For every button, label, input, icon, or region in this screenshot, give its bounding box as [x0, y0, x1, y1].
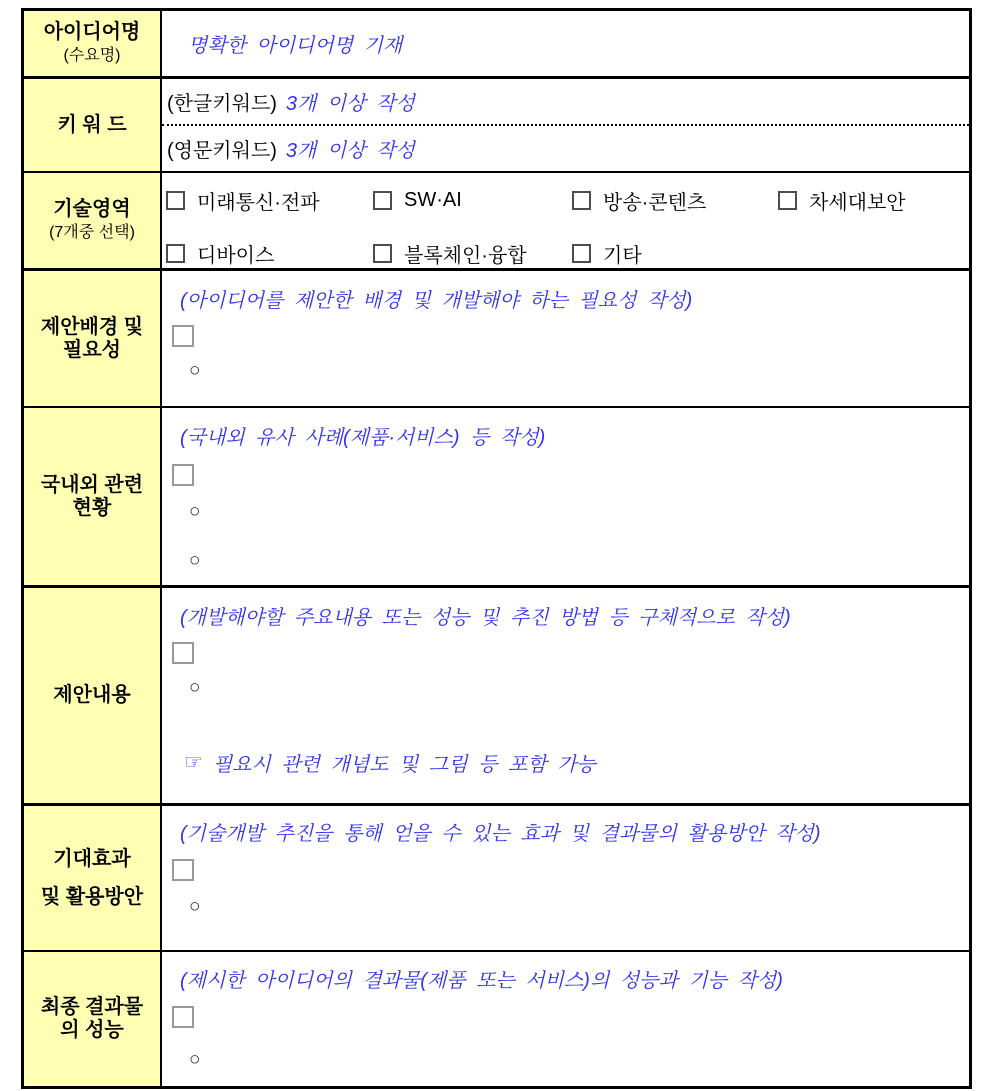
circle-bullet: ○	[189, 677, 201, 698]
effect-field[interactable]	[162, 806, 969, 950]
content-label-cell	[24, 588, 162, 803]
korean-keywords-field[interactable]	[162, 79, 969, 126]
proposal-form-table	[21, 8, 972, 1089]
english-keywords-hint: 3개 이상 작성	[285, 140, 415, 162]
effect-label-line1: 기대효과	[53, 847, 131, 870]
checkbox-icon[interactable]	[172, 642, 194, 664]
result-label-cell	[24, 952, 162, 1086]
english-keywords-prefix: (영문키워드)	[167, 140, 277, 162]
tech-area-label: 기술영역	[53, 198, 131, 221]
result-hint: (제시한 아이디어의 결과물(제품 또는 서비스)의 성능과 기능 작성)	[180, 970, 783, 992]
korean-keywords-hint: 3개 이상 작성	[285, 93, 415, 115]
row-idea-name	[24, 11, 969, 79]
tech-option-label: 디바이스	[197, 245, 275, 267]
checkbox-icon[interactable]	[373, 191, 392, 210]
idea-name-hint: 명확한 아이디어명 기재	[188, 35, 403, 57]
checkbox-icon[interactable]	[172, 325, 194, 347]
result-label-line2: 의 성능	[60, 1019, 124, 1041]
idea-name-label: 아이디어명	[43, 21, 141, 44]
checkbox-icon[interactable]	[166, 244, 185, 263]
tech-option-label: 차세대보안	[809, 192, 906, 214]
status-label-line1: 국내외 관련	[40, 473, 144, 496]
checkbox-icon[interactable]	[166, 191, 185, 210]
effect-label-line2: 및 활용방안	[40, 885, 144, 908]
korean-keywords-prefix: (한글키워드)	[167, 93, 277, 115]
tech-option-future-comms[interactable]	[166, 186, 373, 215]
checkbox-icon[interactable]	[373, 244, 392, 263]
english-keywords-field[interactable]	[162, 126, 969, 171]
status-label-line2: 현황	[72, 496, 112, 519]
content-hint: (개발해야할 주요내용 또는 성능 및 추진 방법 등 구체적으로 작성)	[180, 607, 791, 629]
checkbox-icon[interactable]	[172, 1006, 194, 1028]
effect-hint: (기술개발 추진을 통해 얻을 수 있는 효과 및 결과물의 활용방안 작성)	[180, 823, 821, 845]
tech-option-device[interactable]	[166, 239, 373, 268]
checkbox-icon[interactable]	[572, 244, 591, 263]
tech-option-label: 방송·콘텐츠	[603, 192, 707, 214]
tech-option-broadcast-content[interactable]	[572, 186, 778, 215]
idea-name-label-cell	[24, 11, 162, 76]
row-proposal-content	[24, 588, 969, 806]
circle-bullet: ○	[189, 550, 201, 571]
idea-name-sublabel: (수요명)	[63, 47, 121, 65]
status-hint: (국내외 유사 사례(제품·서비스) 등 작성)	[180, 427, 546, 449]
checkbox-icon[interactable]	[572, 191, 591, 210]
tech-option-etc[interactable]	[572, 239, 642, 268]
background-label-line1: 제안배경 및	[40, 315, 144, 338]
circle-bullet: ○	[189, 501, 201, 522]
tech-option-label: SW·AI	[404, 189, 462, 211]
tech-options-line1	[162, 186, 969, 215]
circle-bullet: ○	[189, 360, 201, 381]
tech-option-blockchain-convergence[interactable]	[373, 239, 572, 268]
status-label-cell	[24, 408, 162, 585]
keywords-body	[162, 79, 969, 171]
pointing-hand-icon: ☞	[184, 751, 203, 774]
background-label-line2: 필요성	[63, 338, 121, 361]
result-label-line1: 최종 결과물	[40, 996, 144, 1018]
tech-option-next-gen-security[interactable]	[778, 186, 906, 215]
keywords-label-cell	[24, 79, 162, 171]
background-label-cell	[24, 271, 162, 406]
checkbox-icon[interactable]	[172, 859, 194, 881]
circle-bullet: ○	[189, 1049, 201, 1070]
content-field[interactable]	[162, 588, 969, 803]
status-field[interactable]	[162, 408, 969, 585]
row-final-result	[24, 952, 969, 1086]
row-background-necessity	[24, 271, 969, 408]
result-field[interactable]	[162, 952, 969, 1086]
row-tech-area	[24, 173, 969, 271]
idea-name-field[interactable]	[162, 11, 969, 76]
row-related-status	[24, 408, 969, 588]
tech-option-label: 블록체인·융합	[404, 245, 527, 267]
tech-option-label: 미래통신·전파	[197, 192, 320, 214]
tech-option-sw-ai[interactable]	[373, 189, 572, 212]
checkbox-icon[interactable]	[172, 464, 194, 486]
content-label: 제안내용	[53, 684, 131, 706]
background-hint: (아이디어를 제안한 배경 및 개발해야 하는 필요성 작성)	[180, 290, 693, 312]
tech-options-line2	[162, 239, 969, 268]
tech-area-sublabel: (7개중 선택)	[49, 224, 135, 242]
tech-area-options	[162, 173, 969, 268]
background-field[interactable]	[162, 271, 969, 406]
row-expected-effect	[24, 806, 969, 952]
keywords-label: 키 워 드	[57, 113, 127, 136]
circle-bullet: ○	[189, 896, 201, 917]
tech-area-label-cell	[24, 173, 162, 268]
tech-option-label: 기타	[603, 245, 642, 267]
checkbox-icon[interactable]	[778, 191, 797, 210]
content-note	[184, 748, 969, 777]
row-keywords	[24, 79, 969, 173]
content-note-text: 필요시 관련 개념도 및 그림 등 포함 가능	[212, 754, 596, 776]
effect-label-cell	[24, 806, 162, 950]
